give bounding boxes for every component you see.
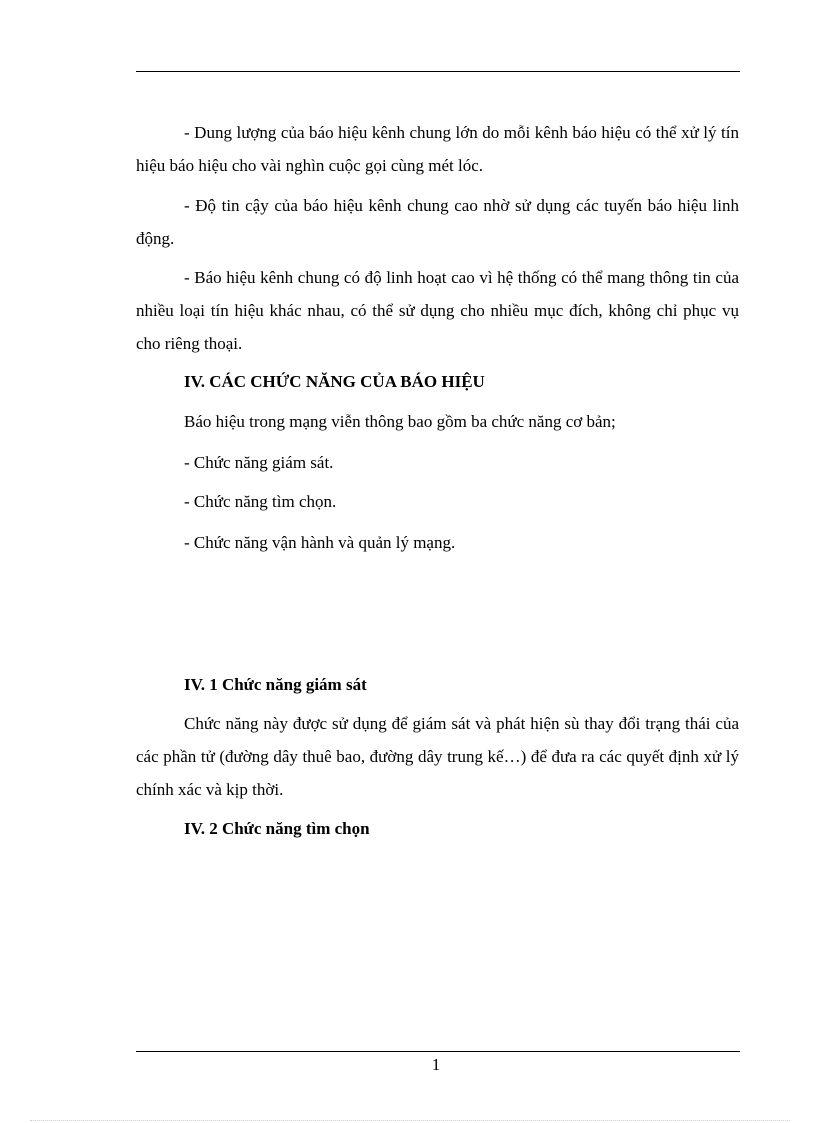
subsection-2-heading: IV. 2 Chức năng tìm chọn [184, 819, 370, 838]
list-item-selection: - Chức năng tìm chọn. [184, 492, 337, 511]
list-item-operation: - Chức năng vận hành và quản lý mạng. [184, 533, 456, 552]
section-heading: IV. CÁC CHỨC NĂNG CỦA BÁO HIỆU [184, 372, 485, 391]
subsection-1-heading: IV. 1 Chức năng giám sát [184, 675, 367, 694]
subsection-1-paragraph: Chức năng này được sử dụng để giám sát và phát hiện sù thay đổi trạng thái của các phần tử (đường dây thuê bao, đường dây trung kế…) để đưa ra các quyết định xử lý chính xác và kịp thời. [136, 714, 739, 799]
page-number: 1 [431, 1055, 441, 1074]
paragraph-flexibility: - Báo hiệu kênh chung có độ linh hoạt cao vì hệ thống có thể mang thông tin của nhiều loại tín hiệu khác nhau, có thể sử dụng cho nhiều mục đích, không chỉ phục vụ cho riêng thoại. [136, 268, 739, 353]
paragraph-capacity: - Dung lượng của báo hiệu kênh chung lớn do mỗi kênh báo hiệu có thể xử lý tín hiệu báo hiệu cho vài nghìn cuộc gọi cùng mét lóc. [136, 123, 739, 175]
intro-line: Báo hiệu trong mạng viễn thông bao gồm ba chức năng cơ bản; [184, 412, 616, 431]
list-item-monitoring: - Chức năng giám sát. [184, 453, 334, 472]
page-edge-dotted-line [30, 1120, 790, 1121]
paragraph-reliability: - Độ tin cậy của báo hiệu kênh chung cao nhờ sử dụng các tuyến báo hiệu linh động. [136, 196, 739, 248]
footer-rule [136, 1051, 740, 1052]
header-rule [136, 71, 740, 72]
